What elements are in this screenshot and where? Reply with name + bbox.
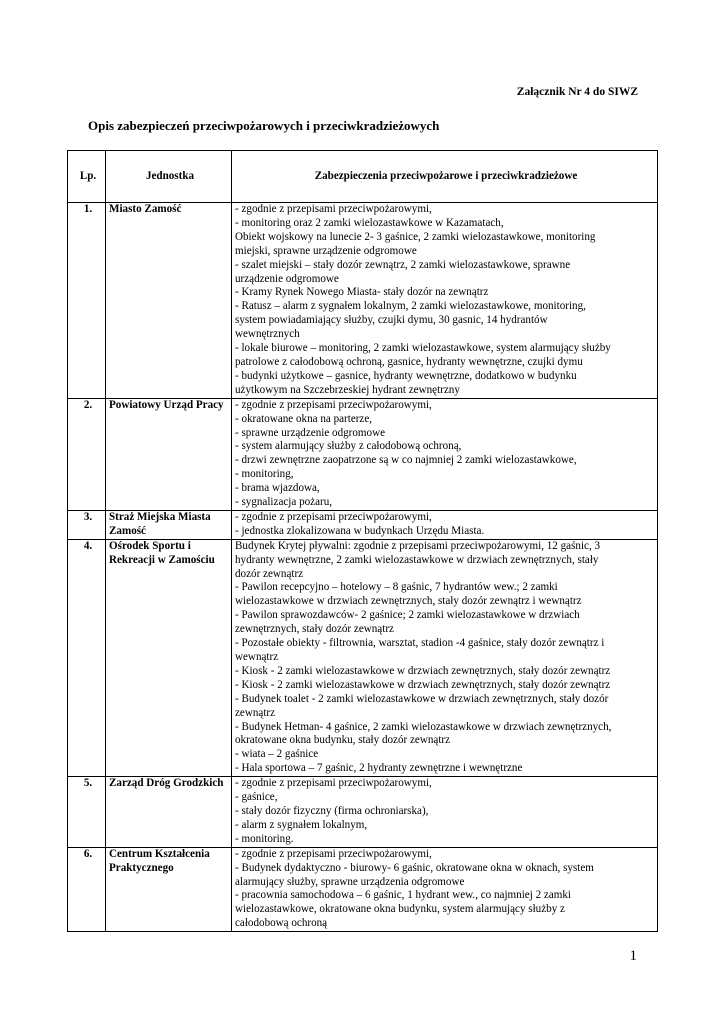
table-header-row [68, 151, 658, 203]
description-line: - alarm z sygnałem lokalnym, [235, 818, 368, 831]
unit-name: Straż Miejska Miasta Zamość [106, 510, 232, 539]
unit-name: Centrum Kształcenia Praktycznego [106, 847, 232, 931]
description-line: alarmujący służby, sprawne urządzenia odgromowe [235, 875, 465, 888]
description-line: zewnątrz [235, 706, 276, 719]
description-line: wewnątrz [235, 651, 279, 663]
description-line: - Ratusz – alarm z sygnałem lokalnym, 2 zamki wielozastawkowe, monitoring, [235, 300, 586, 313]
table-row [68, 539, 658, 776]
security-description [232, 777, 658, 848]
page-number: 1 [629, 948, 637, 964]
description-line: hydranty wewnętrzne, 2 zamki wielozastawkowe w drzwiach zewnętrznych, stały [235, 553, 599, 566]
description-line: Obiekt wojskowy na lunecie 2- 3 gaśnice, 2 zamki wielozastawkowe, monitoring [235, 230, 596, 243]
description-line: - Budynek toalet - 2 zamki wielozastawkowe w drzwiach zewnętrznych, stały dozór [235, 692, 609, 705]
description-line: - szalet miejski – stały dozór zewnątrz, 2 zamki wielozastawkowe, sprawne [235, 258, 571, 271]
header-security: Zabezpieczenia przeciwpożarowe i przeciwkradzieżowe [232, 151, 658, 203]
description-line: - drzwi zewnętrzne zaopatrzone są w co najmniej 2 zamki wielozastawkowe, [235, 454, 577, 467]
security-description [232, 539, 658, 776]
description-line: - Hala sportowa – 7 gaśnic, 2 hydranty zewnętrzne i wewnętrzne [235, 762, 523, 775]
description-line: wewnętrznych [235, 328, 300, 341]
description-line: - sygnalizacja pożaru, [235, 496, 333, 509]
description-line: system powiadamiający służby, czujki dymu, 30 gasnic, 14 hydrantów [235, 314, 548, 327]
description-line: - Pawilon sprawozdawców- 2 gaśnice; 2 zamki wielozastawkowe w drzwiach [235, 609, 580, 622]
security-description [232, 847, 658, 931]
description-line: - zgodnie z przepisami przeciwpożarowymi, [235, 203, 432, 215]
table-row [68, 847, 658, 931]
description-line: - Kramy Rynek Nowego Miasta- stały dozór na zewnątrz [235, 286, 489, 299]
description-line: urządzenie odgromowe [235, 272, 339, 285]
description-line: całodobową ochroną [235, 917, 328, 930]
row-number: 2. [68, 398, 106, 510]
document-title: Opis zabezpieczeń przeciwpożarowych i przeciwkradzieżowych [88, 118, 440, 133]
description-line: - brama wjazdowa, [235, 482, 320, 495]
description-line: - wiata – 2 gaśnice [235, 748, 319, 761]
description-line: - sprawne urządzenie odgromowe [235, 426, 386, 439]
header-unit: Jednostka [106, 151, 232, 203]
description-line: - monitoring oraz 2 zamki wielozastawkowe w Kazamatach, [235, 216, 504, 229]
description-line: - pracownia samochodowa – 6 gaśnic, 1 hydrant wew., co najmniej 2 zamki [235, 889, 571, 902]
description-line: - Kiosk - 2 zamki wielozastawkowe w drzwiach zewnętrznych, stały dozór zewnątrz [235, 664, 611, 677]
table-row [68, 510, 658, 539]
description-line: - stały dozór fizyczny (firma ochroniarska), [235, 804, 429, 817]
description-line: - Pawilon recepcyjno – hotelowy – 8 gaśnic, 7 hydrantów wew.; 2 zamki [235, 581, 558, 594]
description-line: wielozastawkowe, okratowane okna budynku, system alarmujący służby z [235, 903, 565, 916]
description-line: - gaśnice, [235, 791, 278, 804]
description-line: - zgodnie z przepisami przeciwpożarowymi, [235, 398, 432, 411]
description-line: zewnętrznych, stały dozór zewnątrz [235, 623, 394, 636]
description-line: Budynek Krytej pływalni: zgodnie z przepisami przeciwpożarowymi, 12 gaśnic, 3 [235, 539, 601, 552]
row-number: 4. [68, 539, 106, 776]
unit-name: Powiatowy Urząd Pracy [106, 398, 232, 510]
description-line: - zgodnie z przepisami przeciwpożarowymi, [235, 777, 432, 790]
annex-label: Załącznik Nr 4 do SIWZ [516, 86, 638, 98]
unit-name: Zarząd Dróg Grodzkich [106, 777, 232, 848]
description-line: - Kiosk - 2 zamki wielozastawkowe w drzwiach zewnętrznych, stały dozór zewnątrz [235, 678, 611, 691]
description-line: - monitoring, [235, 468, 294, 481]
description-line: wielozastawkowe w drzwiach zewnętrznych, stały dozór zewnątrz i wewnątrz [235, 595, 582, 608]
row-number: 5. [68, 777, 106, 848]
description-line: - lokale biurowe – monitoring, 2 zamki wielozastawkowe, system alarmujący służby [235, 342, 611, 355]
description-line: - Budynek Hetman- 4 gaśnice, 2 zamki wielozastawkowe w drzwiach zewnętrznych, [235, 720, 612, 733]
security-table [67, 150, 658, 932]
description-line: - system alarmujący służby z całodobową ochroną, [235, 440, 462, 453]
row-number: 3. [68, 510, 106, 539]
unit-name: Miasto Zamość [106, 203, 232, 399]
description-line: - okratowane okna na parterze, [235, 412, 373, 425]
unit-name: Ośrodek Sportu i Rekreacji w Zamościu [106, 539, 232, 776]
description-line: - zgodnie z przepisami przeciwpożarowymi, [235, 847, 432, 860]
table-row [68, 777, 658, 848]
row-number: 6. [68, 847, 106, 931]
security-description [232, 203, 658, 399]
description-line: - zgodnie z przepisami przeciwpożarowymi, [235, 510, 432, 523]
description-line: okratowane okna budynku, stały dozór zewnątrz [235, 734, 451, 747]
description-line: - budynki użytkowe – gasnice, hydranty wewnętrzne, dodatkowo w budynku [235, 369, 577, 382]
header-lp: Lp. [68, 151, 106, 203]
row-number: 1. [68, 203, 106, 399]
description-line: patrolowe z całodobową ochroną, gasnice, hydranty wewnętrzne, czujki dymu [235, 355, 583, 368]
description-line: dozór zewnątrz [235, 567, 304, 580]
security-description [232, 510, 658, 539]
table-row [68, 398, 658, 510]
description-line: - Budynek dydaktyczno - biurowy- 6 gaśnic, okratowane okna w oknach, system [235, 861, 594, 874]
description-line: - monitoring. [235, 832, 294, 845]
description-line: użytkowym na Szczebrzeskiej hydrant zewnętrzny [235, 383, 460, 396]
table-row [68, 203, 658, 399]
table-body [68, 203, 658, 932]
description-line: miejski, sprawne urządzenie odgromowe [235, 244, 417, 257]
description-line: - jednostka zlokalizowana w budynkach Urzędu Miasta. [235, 524, 485, 537]
description-line: - Pozostałe obiekty - filtrownia, warsztat, stadion -4 gaśnice, stały dozór zewnątrz i [235, 637, 605, 650]
security-description [232, 398, 658, 510]
